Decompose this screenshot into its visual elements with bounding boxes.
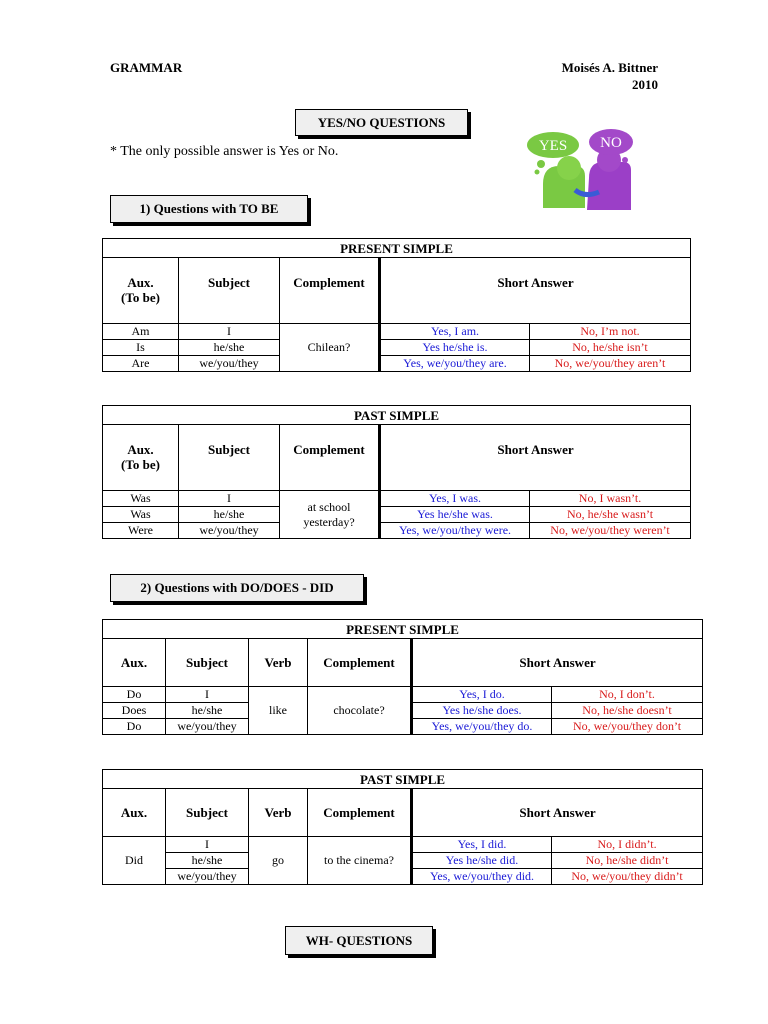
table-row: Was I at school yesterday? Yes, I was. No, I wasn’t.	[103, 491, 691, 507]
col-aux: Aux.	[103, 639, 166, 687]
part1-label: 1) Questions with TO BE	[110, 195, 308, 223]
yes-no-illustration	[525, 128, 635, 214]
col-aux: Aux. (To be)	[103, 258, 179, 324]
table-title: PAST SIMPLE	[103, 770, 703, 789]
aux-cell: Did	[103, 837, 166, 885]
table-row: Do I like chocolate? Yes, I do. No, I don’t.	[103, 687, 703, 703]
col-complement: Complement	[308, 639, 412, 687]
table-row: we/you/they Yes, we/you/they did. No, we/you/they didn’t	[103, 869, 703, 885]
complement-cell: at school yesterday?	[280, 491, 380, 539]
table-title: PAST SIMPLE	[103, 406, 691, 425]
col-subject: Subject	[179, 258, 280, 324]
col-subject: Subject	[179, 425, 280, 491]
table-row: Is he/she Yes he/she is. No, he/she isn’t	[103, 340, 691, 356]
col-short-answer: Short Answer	[412, 639, 703, 687]
table-row: Do we/you/they Yes, we/you/they do. No, we/you/they don’t	[103, 719, 703, 735]
col-complement: Complement	[308, 789, 412, 837]
table-row: Does he/she Yes he/she does. No, he/she doesn’t	[103, 703, 703, 719]
table-title: PRESENT SIMPLE	[103, 239, 691, 258]
col-aux: Aux. (To be)	[103, 425, 179, 491]
part2-label: 2) Questions with DO/DOES - DID	[110, 574, 364, 602]
col-verb: Verb	[249, 789, 308, 837]
table-row: Are we/you/they Yes, we/you/they are. No, we/you/they aren’t	[103, 356, 691, 372]
to-be-past-table	[102, 405, 691, 539]
wh-questions-label: WH- QUESTIONS	[285, 926, 433, 955]
col-short-answer: Short Answer	[412, 789, 703, 837]
col-complement: Complement	[280, 425, 380, 491]
table-row: he/she Yes he/she did. No, he/she didn’t	[103, 853, 703, 869]
col-complement: Complement	[280, 258, 380, 324]
complement-cell: Chilean?	[280, 324, 380, 372]
table-row: Was he/she Yes he/she was. No, he/she wasn’t	[103, 507, 691, 523]
complement-cell: chocolate?	[308, 687, 412, 735]
to-be-present-table	[102, 238, 691, 372]
complement-cell: to the cinema?	[308, 837, 412, 885]
section-title: YES/NO QUESTIONS	[295, 109, 468, 136]
verb-cell: go	[249, 837, 308, 885]
col-subject: Subject	[166, 639, 249, 687]
col-short-answer: Short Answer	[380, 425, 691, 491]
do-does-present-table	[102, 619, 703, 735]
table-row: Were we/you/they Yes, we/you/they were. No, we/you/they weren’t	[103, 523, 691, 539]
col-aux: Aux.	[103, 789, 166, 837]
table-title: PRESENT SIMPLE	[103, 620, 703, 639]
col-short-answer: Short Answer	[380, 258, 691, 324]
col-subject: Subject	[166, 789, 249, 837]
doc-author: Moisés A. Bittner	[561, 60, 658, 75]
verb-cell: like	[249, 687, 308, 735]
yes-bubble-text: YES	[538, 138, 568, 154]
col-verb: Verb	[249, 639, 308, 687]
doc-year: 2010	[632, 77, 658, 92]
did-past-table	[102, 769, 703, 885]
no-bubble-text: NO	[600, 135, 622, 151]
table-row: Am I Chilean? Yes, I am. No, I’m not.	[103, 324, 691, 340]
intro-note: * The only possible answer is Yes or No.	[110, 144, 339, 159]
table-row: Did I go to the cinema? Yes, I did. No, I didn’t.	[103, 837, 703, 853]
doc-subject: GRAMMAR	[110, 60, 183, 75]
yes-person-head	[557, 156, 581, 180]
